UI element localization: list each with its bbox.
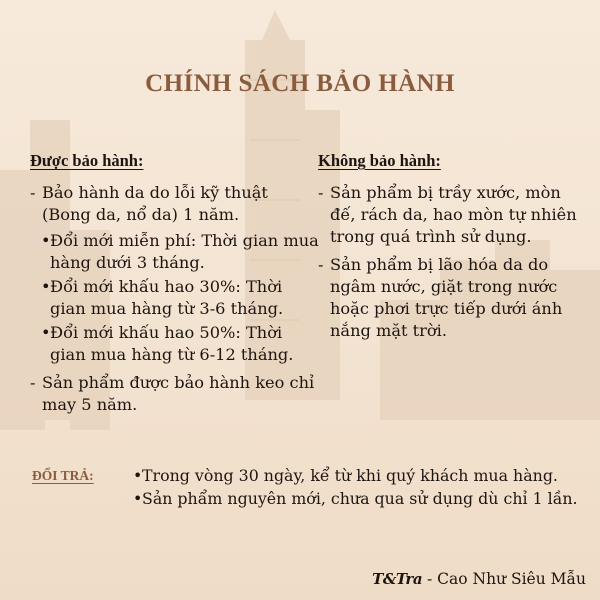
- no-warranty-heading: Không bảo hành:: [318, 151, 441, 170]
- list-item: [318, 254, 588, 342]
- returns-item-text: Trong vòng 30 ngày, kể từ khi quý khách mua hàng.: [142, 466, 558, 485]
- list-item: [30, 276, 320, 320]
- list-item: [30, 322, 320, 366]
- bullet-marker: •: [133, 489, 143, 508]
- warranty-heading: Được bảo hành:: [30, 151, 144, 170]
- warranty-item-text: Sản phẩm được bảo hành keo chỉ may 5 năm.: [42, 373, 315, 414]
- returns-list: [133, 464, 600, 510]
- brand-tagline: - Cao Như Siêu Mẫu: [427, 570, 586, 588]
- warranty-subitem-text: Đổi mới khấu hao 30%: Thời gian mua hàng từ 3-6 tháng.: [50, 277, 284, 318]
- bullet-marker: •: [41, 277, 51, 296]
- bullet-marker: •: [41, 231, 51, 250]
- warranty-subitem-text: Đổi mới miễn phí: Thời gian mua hàng dưới 3 tháng.: [50, 231, 319, 272]
- footer: [372, 570, 586, 588]
- no-warranty-section: [318, 150, 588, 346]
- list-item: [133, 487, 600, 510]
- brand-logo: T&Tra: [372, 570, 423, 588]
- list-item: [30, 372, 320, 416]
- dash-marker: -: [318, 255, 324, 274]
- list-item: [30, 230, 320, 274]
- no-warranty-item-text: Sản phẩm bị lão hóa da do ngâm nước, giặt trong nước hoặc phơi trực tiếp dưới ánh nắng mặt trời.: [330, 255, 563, 340]
- warranty-subitem-text: Đổi mới khấu hao 50%: Thời gian mua hàng từ 6-12 tháng.: [50, 323, 294, 364]
- bullet-marker: •: [41, 323, 51, 342]
- warranty-item-text: Bảo hành da do lỗi kỹ thuật (Bong da, nổ da) 1 năm.: [42, 183, 268, 224]
- page-title: CHÍNH SÁCH BẢO HÀNH: [145, 70, 455, 97]
- dash-marker: -: [318, 183, 324, 202]
- returns-item-text: Sản phẩm nguyên mới, chưa qua sử dụng dù chỉ 1 lần.: [142, 489, 578, 508]
- warranty-section: [30, 150, 320, 420]
- list-item: [133, 464, 600, 487]
- bullet-marker: •: [133, 466, 143, 485]
- dash-marker: -: [30, 183, 36, 202]
- no-warranty-item-text: Sản phẩm bị trầy xước, mòn đế, rách da, hao mòn tự nhiên trong quá trình sử dụng.: [330, 183, 577, 246]
- dash-marker: -: [30, 373, 36, 392]
- returns-label: ĐỔI TRẢ:: [32, 468, 94, 483]
- list-item: [30, 182, 320, 226]
- list-item: [318, 182, 588, 248]
